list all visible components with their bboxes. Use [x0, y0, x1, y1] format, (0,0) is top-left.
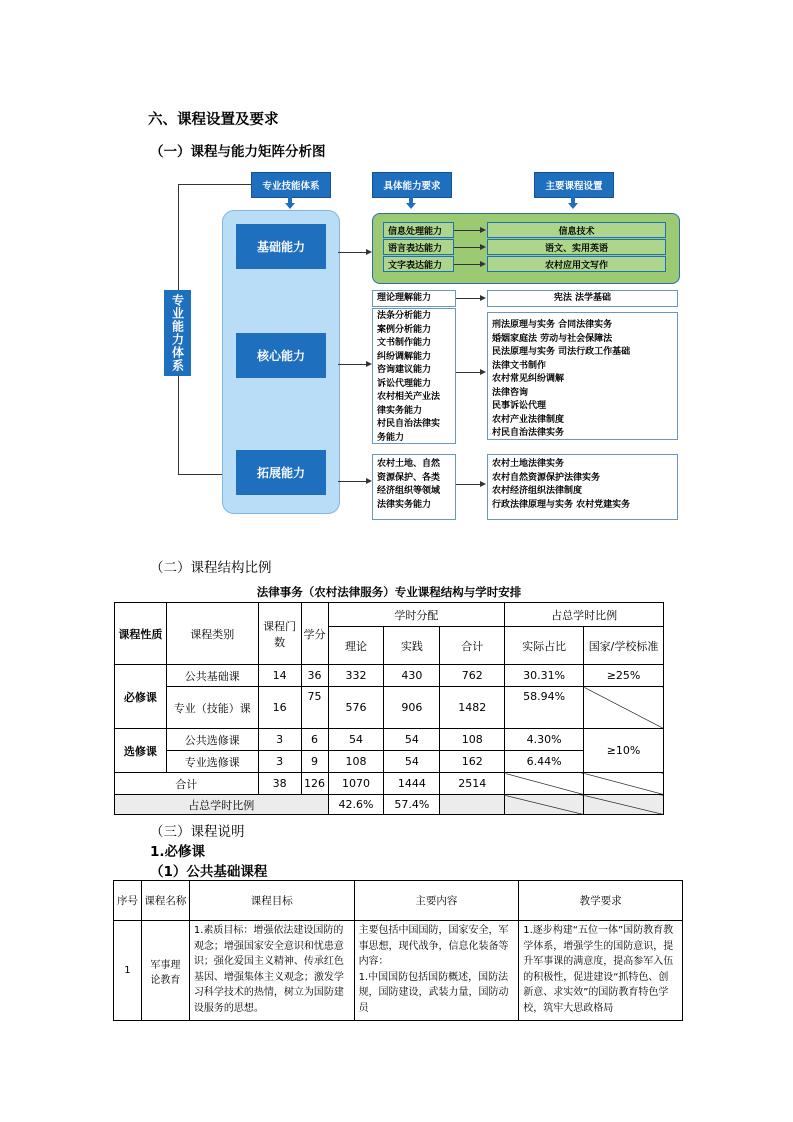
table-row: [115, 687, 664, 729]
ext-course: 农村自然资源保护法律实务: [492, 472, 601, 483]
h-name: 课程名称: [141, 881, 189, 921]
h-type: 课程类别: [166, 603, 258, 665]
basic-req-1: 信息处理能力: [383, 222, 454, 238]
core-req: 文书制作能力: [377, 338, 432, 348]
ability-basic: 基础能力: [236, 224, 326, 269]
cell-name: 军事理论教育: [141, 921, 189, 1021]
cell: 36: [301, 665, 328, 687]
course-structure-table: [114, 602, 664, 815]
cell: 合计: [115, 773, 259, 795]
h-standard: 国家/学校标准: [584, 627, 664, 665]
h-hours: 学时分配: [328, 603, 505, 627]
cell: 38: [258, 773, 301, 795]
cell: 专业（技能）课: [166, 687, 258, 729]
core-course: 法律文书制作: [492, 360, 547, 371]
ext-course: 行政法律原理与实务 农村党建实务: [492, 499, 631, 510]
cell: 108: [328, 751, 384, 773]
public-basic-title: （1）公共基础课程: [150, 864, 268, 880]
cell: 2514: [440, 773, 505, 795]
cell: 6: [301, 729, 328, 751]
cell: 54: [384, 729, 440, 751]
core-course: 农村常见纠纷调解: [492, 374, 565, 384]
h-ratio: 占总学时比例: [505, 603, 664, 627]
cell-no: 1: [114, 921, 142, 1021]
cell: 75: [301, 687, 328, 729]
core-course: 民事诉讼代理: [492, 401, 547, 411]
subsection-title-1: （一）课程与能力矩阵分析图: [150, 144, 326, 160]
h-actual: 实际占比: [505, 627, 584, 665]
section-title: 六、课程设置及要求: [148, 112, 279, 128]
cell: 162: [440, 751, 505, 773]
required-courses-title: 1.必修课: [150, 844, 206, 860]
core-course: 农村产业法律制度: [492, 414, 565, 425]
core-courses-box: [487, 312, 678, 440]
ext-reqs-box: [372, 454, 456, 520]
table-row-ratio: [115, 795, 664, 815]
cell-content: 主要包括中国国防，国家安全，军事思想，现代战争，信息化装备等内容： 1.中国国防包括国防概述，国防法规，国防建设，武装力量，国防动员: [354, 921, 519, 1021]
core-req: 村民自治法律实: [377, 419, 441, 429]
cell-goal: 1.素质目标：增强依法建设国防的观念；增强国家安全意识和忧患意识；强化爱国主义精神、传承红色基因、增强集体主义观念；激发学习科学技术的热情，树立为国防建设服务的思想。: [189, 921, 354, 1021]
cell: 42.6%: [328, 795, 384, 815]
cell: 1070: [328, 773, 384, 795]
h-req: 教学要求: [519, 881, 683, 921]
h-credit: 学分: [301, 603, 328, 665]
cell: 公共选修课: [166, 729, 258, 751]
core-course: 刑法原理与实务 合同法律实务: [492, 320, 613, 330]
subsection-title-2: （二）课程结构比例: [150, 560, 272, 576]
core-reqs-box: [372, 308, 456, 444]
core-req: 律实务能力: [377, 405, 423, 416]
cell: 16: [258, 687, 301, 729]
cell: ≥10%: [584, 729, 664, 773]
ability-extended: 拓展能力: [236, 450, 326, 495]
cell: 1444: [384, 773, 440, 795]
cell: 3: [258, 729, 301, 751]
ext-course: 农村土地法律实务: [492, 459, 565, 469]
cell: 58.94%: [505, 687, 584, 729]
core-req: 案例分析能力: [377, 324, 432, 335]
professional-ability-system-label: 专业能力体系: [164, 290, 191, 376]
ext-req: 经济组织等领域: [377, 486, 441, 496]
cell: 30.31%: [505, 665, 584, 687]
table-row: [115, 729, 664, 751]
diag-cell: [584, 773, 664, 795]
cell: 9: [301, 751, 328, 773]
cell: 762: [440, 665, 505, 687]
h-no: 序号: [114, 881, 142, 921]
cell: 公共基础课: [166, 665, 258, 687]
table-row-sum: [115, 773, 664, 795]
h-total: 合计: [440, 627, 505, 665]
table-row: [115, 751, 664, 773]
h-theory: 理论: [328, 627, 384, 665]
h-content: 主要内容: [354, 881, 519, 921]
public-course-table: [113, 880, 683, 1021]
core-req: 法条分析能力: [377, 311, 432, 321]
basic-req-2: 语言表达能力: [383, 239, 454, 255]
cell: 4.30%: [505, 729, 584, 751]
header-ability-requirements: 具体能力要求: [372, 172, 452, 198]
ext-req: 农村土地、自然: [377, 459, 441, 469]
basic-course-2: 语文、实用英语: [487, 239, 666, 255]
core-top-req: 理论理解能力: [372, 290, 456, 307]
diag-cell: [505, 795, 584, 815]
core-top-course: 宪法 法学基础: [487, 290, 678, 307]
table1-caption: 法律事务（农村法律服务）专业课程结构与学时安排: [256, 585, 522, 599]
ext-req: 法律实务能力: [377, 499, 432, 510]
cell: ≥25%: [584, 665, 664, 687]
h-nature: 课程性质: [115, 603, 167, 665]
table-row: [114, 921, 683, 1021]
core-course: 婚姻家庭法 劳动与社会保障法: [492, 333, 613, 344]
cell: 占总学时比例: [115, 795, 329, 815]
core-req: 农村相关产业法: [377, 392, 441, 402]
h-practice: 实践: [384, 627, 440, 665]
basic-req-3: 文字表达能力: [383, 256, 454, 272]
ext-course: 农村经济组织法律制度: [492, 486, 583, 496]
cell-req: 1.逐步构建“五位一体”国防教育教学体系，增强学生的国防意识，提升军事课的满意度，提高参军入伍的积极性，促进建设“抓特色、创新意、求实效”的国防教育特色学校，筑牢大思政格局: [519, 921, 683, 1021]
cell: 126: [301, 773, 328, 795]
basic-course-3: 农村应用文写作: [487, 256, 666, 272]
basic-course-1: 信息技术: [487, 222, 666, 238]
core-req: 诉讼代理能力: [377, 378, 432, 389]
cell: [440, 795, 505, 815]
header-skill-system: 专业技能体系: [251, 172, 331, 198]
core-course: 民法原理与实务 司法行政工作基础: [492, 347, 631, 357]
h-goal: 课程目标: [189, 881, 354, 921]
diag-cell: [584, 687, 664, 729]
cell: 108: [440, 729, 505, 751]
cell: 6.44%: [505, 751, 584, 773]
core-course: 村民自治法律实务: [492, 428, 565, 438]
table-row: [115, 665, 664, 687]
cell: 3: [258, 751, 301, 773]
cell: 430: [384, 665, 440, 687]
h-count: 课程门数: [258, 603, 301, 665]
cell: 54: [384, 751, 440, 773]
cell: 专业选修课: [166, 751, 258, 773]
ext-req: 资源保护、各类: [377, 472, 441, 483]
cell: 14: [258, 665, 301, 687]
diag-cell: [584, 795, 664, 815]
cell: 54: [328, 729, 384, 751]
ability-core: 核心能力: [236, 333, 326, 378]
core-req: 务能力: [377, 432, 405, 443]
required-label: 必修课: [115, 665, 167, 729]
cell: 906: [384, 687, 440, 729]
cell: 1482: [440, 687, 505, 729]
core-req: 纠纷调解能力: [377, 351, 432, 362]
core-course: 法律咨询: [492, 387, 529, 398]
elective-label: 选修课: [115, 729, 167, 773]
cell: 576: [328, 687, 384, 729]
header-main-courses: 主要课程设置: [534, 172, 614, 198]
diag-cell: [505, 773, 584, 795]
core-req: 咨询建议能力: [377, 365, 432, 375]
cell: 332: [328, 665, 384, 687]
ext-courses-box: [487, 454, 678, 520]
subsection-title-3: （三）课程说明: [150, 824, 245, 840]
cell: 57.4%: [384, 795, 440, 815]
